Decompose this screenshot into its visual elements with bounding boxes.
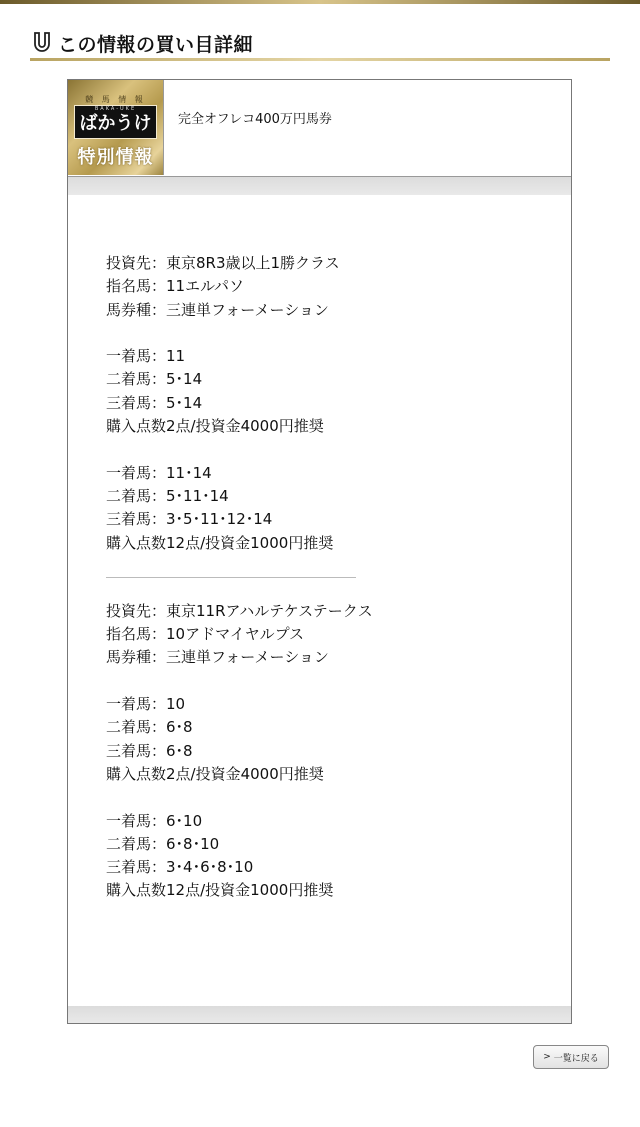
card-title: 完全オフレコ400万円馬券 [178, 112, 332, 127]
plan-purchase: 購入点数12点/投資金1000円推奨 [106, 881, 334, 900]
bet-ticket-type: 馬券種：三連単フォーメーション [106, 300, 329, 319]
plan-third: 三着馬：3･4･6･8･10 [106, 858, 254, 877]
plan-first: 一着馬：6･10 [106, 811, 203, 830]
detail-card [67, 79, 572, 1024]
plan-third: 三着馬：6･8 [106, 741, 193, 760]
horseshoe-icon [32, 32, 52, 54]
badge-logo-text: ばかうけ [79, 113, 152, 134]
plan-third: 三着馬：3･5･11･12･14 [106, 510, 273, 529]
card-band-top [68, 177, 571, 195]
page-title: この情報の買い目詳細 [58, 33, 254, 56]
bet-divider [106, 577, 356, 578]
plan-second: 二着馬：6･8･10 [106, 834, 220, 853]
plan-second: 二着馬：5･14 [106, 370, 203, 389]
plan-purchase: 購入点数2点/投資金4000円推奨 [106, 417, 324, 436]
plan-purchase: 購入点数2点/投資金4000円推奨 [106, 764, 324, 783]
badge-logo-box [74, 105, 157, 139]
chevron-right-icon: > [543, 1052, 551, 1062]
plan-second: 二着馬：5･11･14 [106, 486, 229, 505]
badge-small-text: 競 馬 情 報 [85, 95, 146, 104]
plan-first: 一着馬：11･14 [106, 463, 212, 482]
back-button-label: 一覧に戻る [553, 1053, 599, 1064]
bet-target: 投資先：東京11Rアハルテケステークス [106, 601, 373, 620]
badge-roman-text: BAKA-UKE [94, 106, 137, 112]
bet-target: 投資先：東京8R3歳以上1勝クラス [106, 254, 340, 272]
section-header [32, 28, 253, 58]
card-band-bottom [68, 1006, 571, 1023]
bet-horse: 指名馬：11エルパソ [106, 277, 245, 296]
back-to-list-button[interactable] [533, 1045, 609, 1069]
header-underline [30, 58, 610, 61]
card-header [68, 80, 571, 177]
plan-second: 二着馬：6･8 [106, 718, 193, 737]
plan-purchase: 購入点数12点/投資金1000円推奨 [106, 533, 334, 552]
bet-details [106, 252, 546, 903]
bet-horse: 指名馬：10アドマイヤルプス [106, 625, 305, 644]
badge-special-text: 特別情報 [77, 147, 154, 168]
bet-ticket-type: 馬券種：三連単フォーメーション [106, 648, 329, 667]
top-gold-strip [0, 0, 640, 4]
plan-first: 一着馬：10 [106, 695, 186, 714]
plan-third: 三着馬：5･14 [106, 393, 203, 412]
plan-first: 一着馬：11 [106, 347, 186, 366]
special-info-badge [68, 80, 164, 175]
